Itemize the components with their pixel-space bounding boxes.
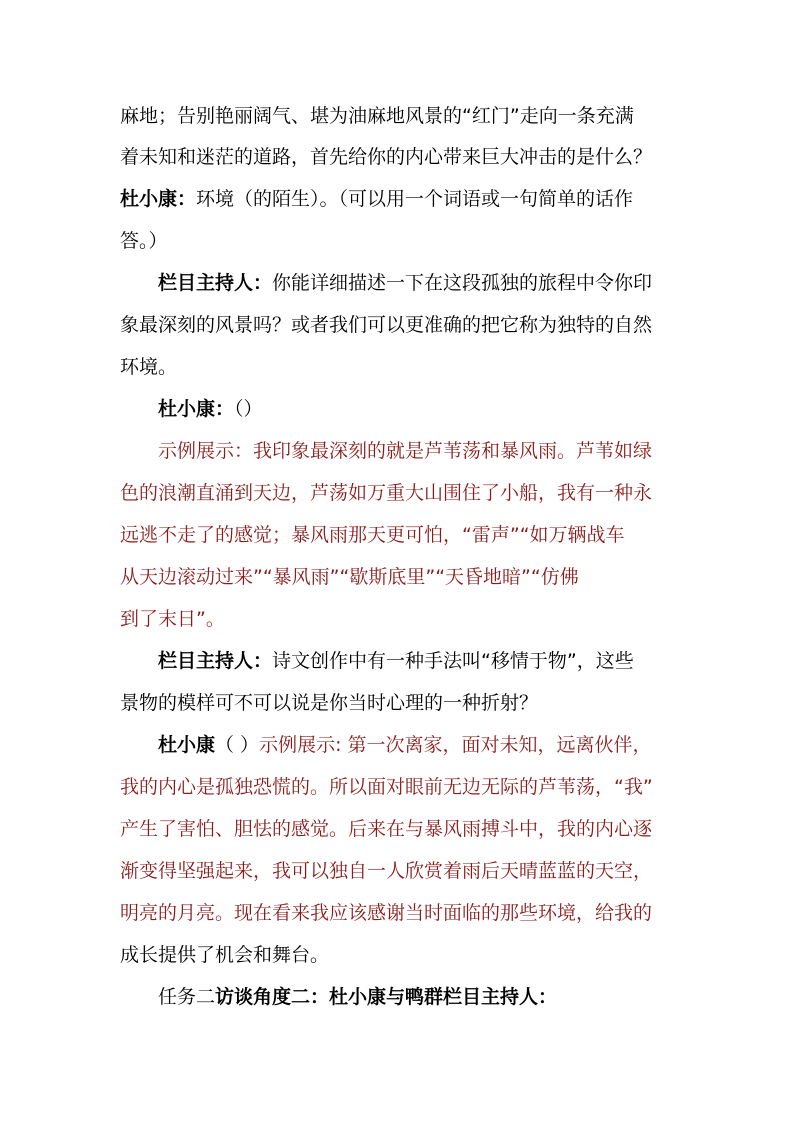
text-line: [120, 187, 633, 211]
speaker-label: 杜小康：: [120, 188, 197, 210]
line-text: （）: [234, 398, 263, 420]
text-line: [158, 439, 652, 463]
line-text: 到了末日”。: [120, 608, 225, 630]
text-line: [120, 817, 652, 841]
blank-parentheses: （ ）: [215, 734, 260, 756]
text-line: [120, 313, 652, 337]
text-line: [120, 901, 652, 925]
text-line: [120, 104, 634, 128]
text-line: [158, 397, 263, 421]
text-line: [120, 145, 652, 169]
speaker-label: 栏目主持人：: [158, 272, 273, 294]
line-text: 环境（的陌生）。（可以用一个词语或一句简单的话作: [196, 188, 634, 210]
speaker-label: 栏目主持人：: [158, 650, 273, 672]
text-line: [120, 523, 625, 547]
line-text: 我的内心是孤独恐慌的。所以面对眼前无边无际的芦苇荡，“我”: [120, 776, 653, 798]
line-text: 象最深刻的风景吗？或者我们可以更准确的把它称为独特的自然: [120, 314, 653, 336]
text-line: [120, 775, 653, 799]
text-line: [120, 481, 652, 505]
line-text: 诗文创作中有一种手法叫“移情于物”，这些: [272, 650, 634, 672]
line-text: 着未知和迷茫的道路，首先给你的内心带来巨大冲击的是什么？: [120, 146, 653, 168]
text-line: [120, 565, 579, 589]
line-text: 色的浪潮直涌到天边，芦荡如万重大山围住了小船，我有一种永: [120, 482, 653, 504]
line-text: 环境。: [120, 356, 178, 378]
line-text: 示例展示：我印象最深刻的就是芦苇荡和暴风雨。芦苇如绿: [158, 440, 653, 462]
line-text: 明亮的月亮。现在看来我应该感谢当时面临的那些环境，给我的: [120, 902, 653, 924]
text-line: [120, 229, 168, 253]
text-line: [158, 985, 557, 1009]
line-text: 示例展示: 第一次离家，面对未知，远离伙伴，: [259, 734, 652, 756]
task-label: 任务二: [158, 986, 216, 1008]
text-line: [120, 859, 652, 883]
line-text: 答。）: [120, 230, 168, 252]
line-text: 渐变得坚强起来，我可以独自一人欣赏着雨后天晴蓝蓝的天空，: [120, 860, 653, 882]
text-line: [120, 355, 177, 379]
text-line: [120, 607, 225, 631]
speaker-label: 杜小康：: [158, 398, 235, 420]
line-text: 从天边滚动过来”“暴风雨”“歇斯底里”“天昏地暗”“仿佛: [120, 566, 579, 588]
speaker-label: 杜小康: [158, 734, 216, 756]
line-text: 景物的模样可不可以说是你当时心理的一种折射？: [120, 692, 539, 714]
text-line: [120, 943, 329, 967]
line-text: 麻地；告别艳丽阔气、堪为油麻地风景的“红门”走向一条充满: [120, 105, 634, 127]
section-heading: 访谈角度二：杜小康与鸭群栏目主持人：: [215, 986, 558, 1008]
text-line: [158, 271, 652, 295]
line-text: 成长提供了机会和舞台。: [120, 944, 330, 966]
text-line: [158, 649, 634, 673]
text-line: [158, 733, 652, 757]
line-text: 你能详细描述一下在这段孤独的旅程中令你印: [272, 272, 653, 294]
line-text: 产生了害怕、胆怯的感觉。后来在与暴风雨搏斗中，我的内心逐: [120, 818, 653, 840]
text-line: [120, 691, 538, 715]
line-text: 远逃不走了的感觉；暴风雨那天更可怕，“雷声”“如万辆战车: [120, 524, 625, 546]
